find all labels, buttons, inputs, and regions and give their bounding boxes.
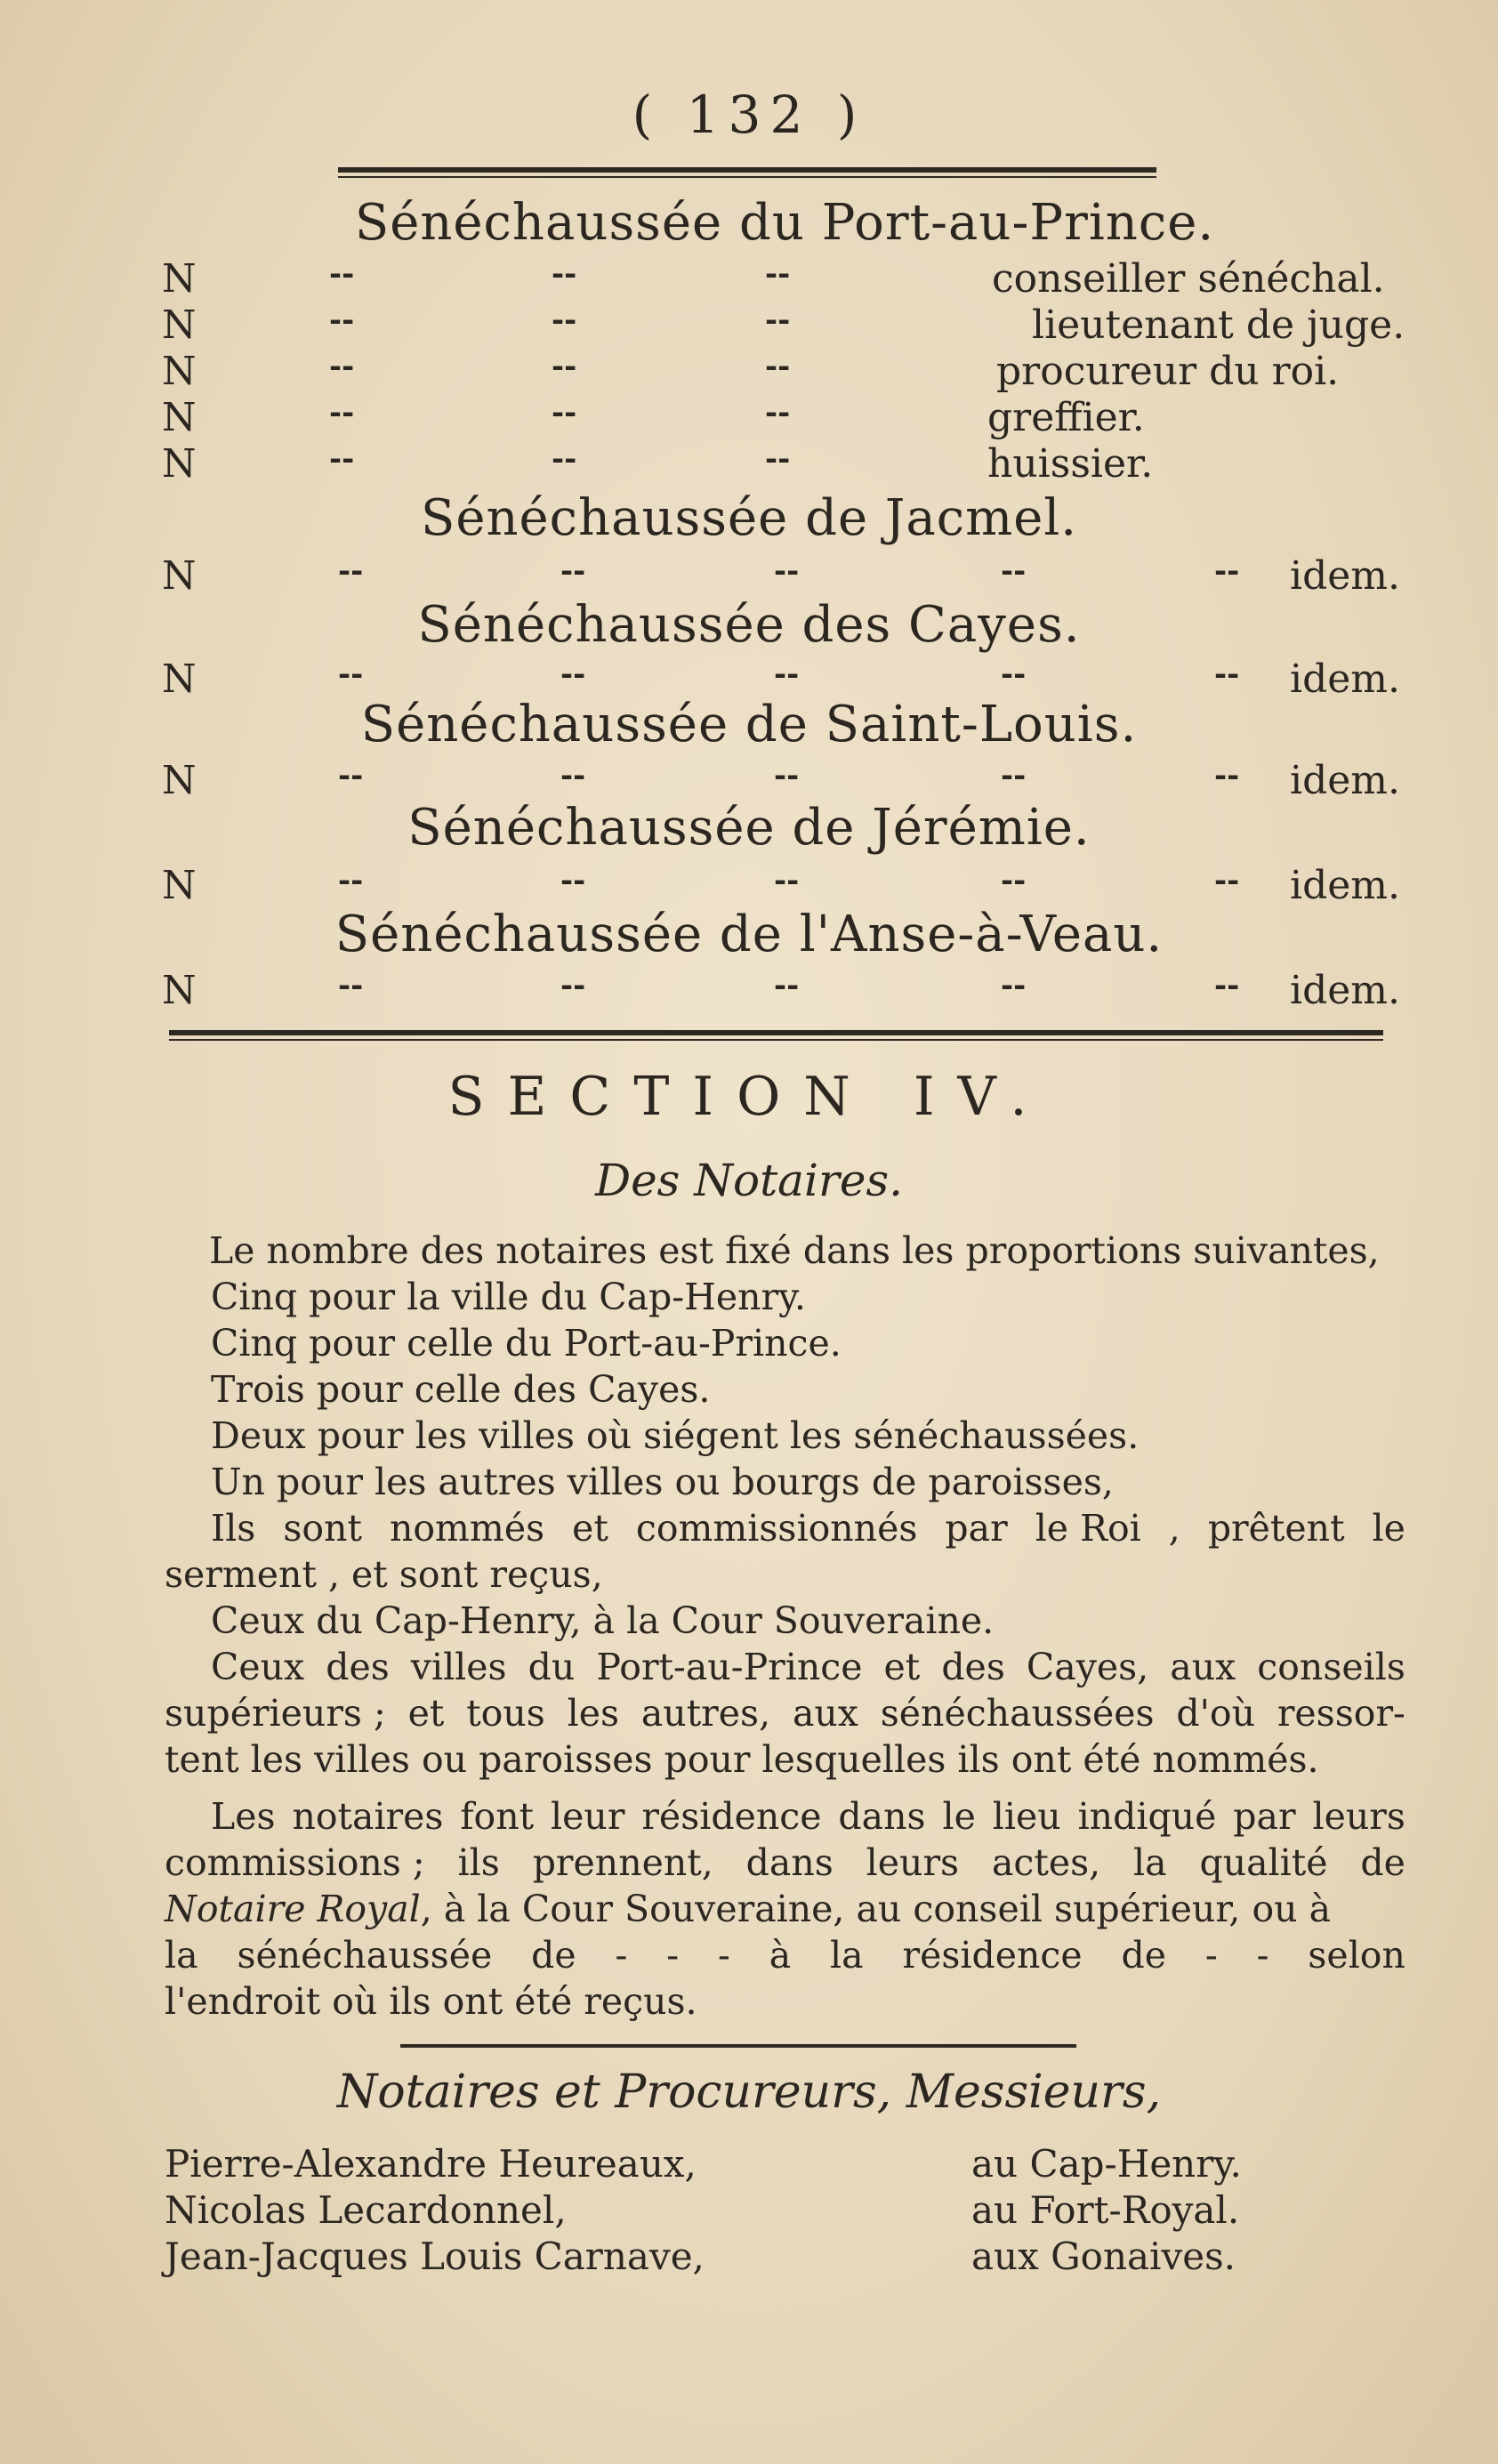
word: des — [326, 1646, 390, 1688]
word: qualité — [1199, 1841, 1328, 1884]
dash: -- — [552, 441, 577, 477]
word: résidence — [641, 1795, 822, 1838]
paragraph-line: Cinq pour la ville du Cap-Henry. — [211, 1276, 806, 1318]
dash: -- — [329, 302, 355, 338]
dash: -- — [329, 395, 355, 431]
word: Cayes, — [1026, 1646, 1149, 1688]
section-subtitle: Des Notaires. — [594, 1155, 904, 1206]
dash: -- — [765, 302, 791, 338]
dash: -- — [552, 256, 577, 292]
word: villes — [410, 1646, 507, 1688]
idem-label: idem. — [1290, 863, 1400, 908]
notaire-row — [0, 2188, 1498, 2238]
dash: -- — [338, 968, 364, 1003]
word: prennent, — [532, 1841, 713, 1884]
idem-label: idem. — [1290, 656, 1400, 702]
idem-label: idem. — [1290, 758, 1400, 803]
placeholder-mark: N — [162, 863, 197, 908]
notaire-name: Nicolas Lecardonnel, — [165, 2188, 567, 2232]
word: et — [883, 1646, 921, 1688]
word: leurs — [1312, 1795, 1405, 1838]
word: indiqué — [1077, 1795, 1217, 1838]
paragraph-line: Cinq pour celle du Port-au-Prince. — [211, 1322, 842, 1365]
word: Ceux — [211, 1646, 305, 1688]
dash: -- — [1214, 758, 1240, 793]
word: - — [1204, 1934, 1218, 1977]
idem-label: idem. — [1290, 968, 1400, 1013]
word: de — [531, 1934, 576, 1977]
dash: -- — [329, 349, 355, 384]
word: commissionnés — [635, 1507, 918, 1550]
paragraph-line: Un pour les autres villes ou bourgs de paroisses, — [211, 1461, 1114, 1503]
word: - — [1256, 1934, 1269, 1977]
top-rule — [338, 167, 1156, 173]
dash: -- — [329, 256, 355, 292]
dash: -- — [1001, 968, 1027, 1003]
word: du — [528, 1646, 576, 1688]
word: tous — [466, 1692, 545, 1735]
word: selon — [1308, 1934, 1405, 1977]
word: ressor- — [1277, 1692, 1405, 1735]
word: des — [941, 1646, 1005, 1688]
dash: -- — [1214, 863, 1240, 898]
word: la — [830, 1934, 864, 1977]
heading-jeremie: Sénéchaussée de Jérémie. — [407, 799, 1091, 857]
list-rule — [400, 2044, 1076, 2048]
notaire-royal-italic: Notaire Royal — [165, 1888, 421, 1930]
notaire-row — [0, 2142, 1498, 2192]
paragraph-line: serment , et sont reçus, — [165, 1553, 603, 1596]
word: sont — [283, 1507, 362, 1550]
paragraph-line: Ceux du Cap-Henry, à la Cour Souveraine. — [211, 1599, 995, 1642]
word: le — [942, 1795, 976, 1838]
role-label: lieutenant de juge. — [1032, 302, 1405, 348]
dash: -- — [338, 863, 364, 898]
top-rule-thin — [338, 176, 1156, 178]
dash: -- — [1214, 968, 1240, 1003]
dash: -- — [1214, 553, 1240, 589]
dash: -- — [329, 441, 355, 477]
word: par — [945, 1507, 1008, 1550]
word: actes, — [991, 1841, 1101, 1884]
word: de — [1121, 1934, 1167, 1977]
placeholder-mark: N — [162, 656, 197, 702]
word: à — [769, 1934, 792, 1977]
word: - — [666, 1934, 680, 1977]
row-procureur — [0, 349, 1498, 402]
heading-saint-louis: Sénéchaussée de Saint-Louis. — [360, 696, 1138, 753]
word: résidence — [902, 1934, 1083, 1977]
page-number: ( 132 ) — [632, 85, 866, 145]
word: supérieurs ; — [165, 1692, 386, 1735]
word: prêtent — [1207, 1507, 1345, 1550]
dash: -- — [765, 349, 791, 384]
placeholder-mark: N — [162, 256, 197, 302]
heading-cayes: Sénéchaussée des Cayes. — [417, 596, 1081, 654]
dash: -- — [560, 553, 586, 589]
placeholder-mark: N — [162, 758, 197, 803]
dash: -- — [560, 968, 586, 1003]
dash: -- — [338, 656, 364, 692]
dash: -- — [765, 256, 791, 292]
paragraph-line: tent les villes ou paroisses pour lesquelles ils ont été nommés. — [165, 1738, 1319, 1781]
paragraph-line — [165, 1934, 1405, 1977]
dash: -- — [765, 395, 791, 431]
dash: -- — [560, 863, 586, 898]
word: notaires — [292, 1795, 444, 1838]
paragraph-line — [165, 1692, 1405, 1735]
heading-anse-a-veau: Sénéchaussée de l'Anse-à-Veau. — [334, 906, 1164, 963]
paragraph-line — [165, 1841, 1405, 1884]
word: conseils — [1257, 1646, 1405, 1688]
word: leurs — [866, 1841, 960, 1884]
word: dans — [838, 1795, 926, 1838]
dash: -- — [560, 656, 586, 692]
word: sénéchaussée — [237, 1934, 493, 1977]
dash: -- — [1001, 758, 1027, 793]
dash: -- — [552, 302, 577, 338]
line-rest: , à la Cour Souveraine, au conseil supérieur, ou à — [420, 1888, 1332, 1930]
word: Ils — [211, 1507, 256, 1550]
word: ils — [457, 1841, 500, 1884]
dash: -- — [1001, 863, 1027, 898]
word: Port-au-Prince — [596, 1646, 863, 1688]
dash: -- — [774, 863, 800, 898]
dash: -- — [552, 395, 577, 431]
word: commissions ; — [165, 1841, 425, 1884]
paragraph-line: Trois pour celle des Cayes. — [211, 1368, 711, 1411]
role-label: conseiller sénéchal. — [992, 256, 1385, 302]
section-rule — [169, 1030, 1383, 1035]
word: aux — [792, 1692, 858, 1735]
notaire-place: au Cap-Henry. — [971, 2142, 1242, 2186]
dash: -- — [774, 553, 800, 589]
word: Les — [211, 1795, 276, 1838]
dash: -- — [774, 968, 800, 1003]
notaire-place: aux Gonaives. — [971, 2235, 1236, 2278]
section-rule-thin — [169, 1039, 1383, 1041]
dash: -- — [1001, 656, 1027, 692]
row-greffier — [0, 395, 1498, 448]
paragraph-line — [211, 1795, 1405, 1838]
dash: -- — [552, 349, 577, 384]
paragraph-line — [211, 1646, 1405, 1688]
word: le Roi — [1035, 1507, 1141, 1550]
word: - — [717, 1934, 730, 1977]
dash: -- — [1214, 656, 1240, 692]
word: leur — [551, 1795, 625, 1838]
word: font — [460, 1795, 535, 1838]
row-anse-a-veau — [0, 968, 1498, 1021]
word: aux — [1170, 1646, 1236, 1688]
word: , — [1168, 1507, 1180, 1550]
idem-label: idem. — [1290, 553, 1400, 599]
paragraph-line: l'endroit où ils ont été reçus. — [165, 1980, 697, 2023]
row-lieutenant — [0, 302, 1498, 356]
paragraph-line — [165, 1888, 1331, 1930]
row-conseiller — [0, 256, 1498, 310]
heading-jacmel: Sénéchaussée de Jacmel. — [420, 489, 1078, 547]
word: dans — [745, 1841, 834, 1884]
placeholder-mark: N — [162, 395, 197, 440]
dash: -- — [1001, 553, 1027, 589]
placeholder-mark: N — [162, 349, 197, 394]
word: et — [407, 1692, 445, 1735]
dash: -- — [765, 441, 791, 477]
paragraph-line: Deux pour les villes où siégent les sénéchaussées. — [211, 1414, 1140, 1457]
word: lieu — [992, 1795, 1061, 1838]
notaire-place: au Fort-Royal. — [971, 2188, 1240, 2232]
placeholder-mark: N — [162, 553, 197, 599]
notaires-list-heading: Notaires et Procureurs, Messieurs, — [336, 2065, 1162, 2119]
word: nommés — [389, 1507, 545, 1550]
placeholder-mark: N — [162, 302, 197, 348]
dash: -- — [338, 553, 364, 589]
notaire-row — [0, 2235, 1498, 2284]
word: de — [1360, 1841, 1405, 1884]
notaire-name: Pierre-Alexandre Heureaux, — [165, 2142, 697, 2186]
word: la — [165, 1934, 198, 1977]
role-label: procureur du roi. — [996, 349, 1340, 394]
heading-port-au-prince: Sénéchaussée du Port-au-Prince. — [354, 194, 1215, 252]
placeholder-mark: N — [162, 968, 197, 1013]
paragraph-line — [211, 1507, 1405, 1550]
placeholder-mark: N — [162, 441, 197, 487]
word: les — [567, 1692, 620, 1735]
section-title: SECTION IV. — [447, 1066, 1051, 1128]
row-huissier — [0, 441, 1498, 495]
paragraph-line: Le nombre des notaires est fixé dans les proportions suivantes, — [209, 1229, 1380, 1272]
word: par — [1233, 1795, 1296, 1838]
dash: -- — [774, 758, 800, 793]
word: d'où — [1176, 1692, 1255, 1735]
word: et — [572, 1507, 608, 1550]
dash: -- — [338, 758, 364, 793]
word: le — [1372, 1507, 1405, 1550]
word: sénéchaussées — [880, 1692, 1155, 1735]
dash: -- — [560, 758, 586, 793]
dash: -- — [774, 656, 800, 692]
role-label: huissier. — [987, 441, 1154, 487]
word: - — [615, 1934, 628, 1977]
role-label: greffier. — [987, 395, 1145, 440]
word: autres, — [640, 1692, 771, 1735]
notaire-name: Jean-Jacques Louis Carnave, — [165, 2235, 705, 2278]
word: la — [1133, 1841, 1167, 1884]
